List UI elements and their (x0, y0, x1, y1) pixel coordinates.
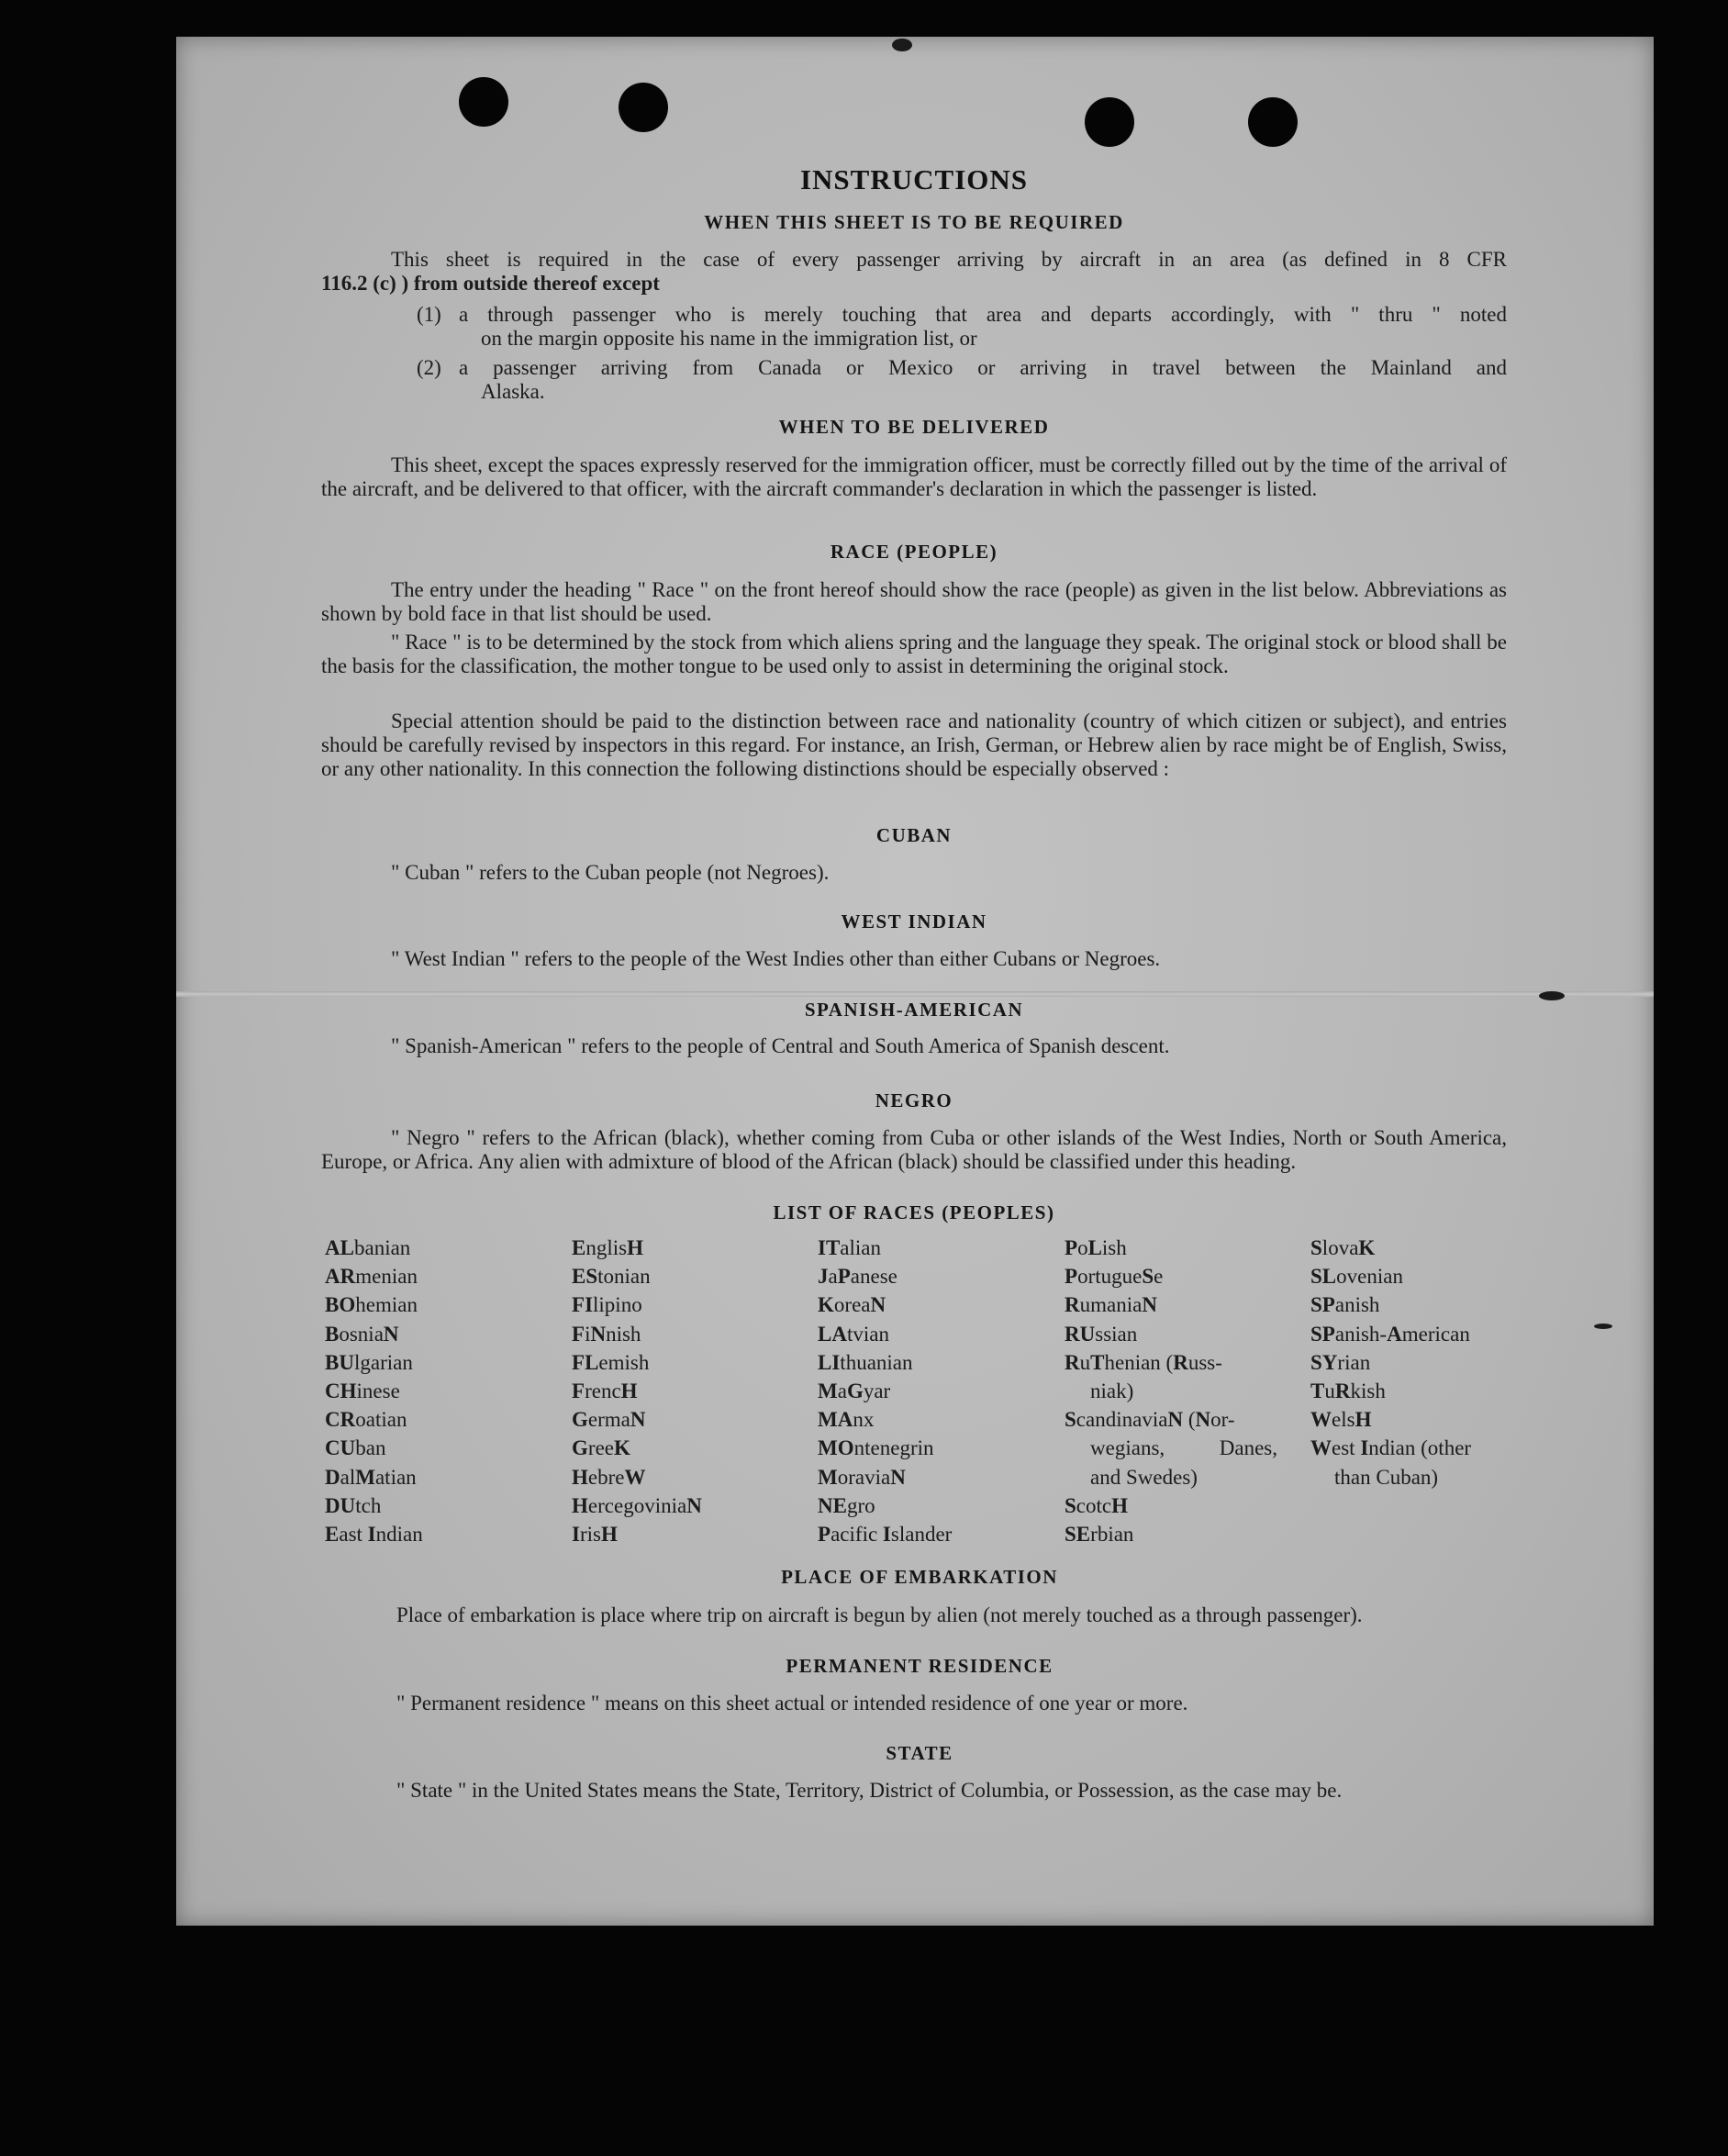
race-entry: IrisH (572, 1523, 618, 1547)
item-text-line-2: on the margin opposite his name in the immigration list, or (481, 327, 977, 350)
race-entry: ARmenian (325, 1265, 418, 1289)
race-entry: SPanish (1310, 1293, 1380, 1317)
race-entry: EStonian (572, 1265, 651, 1289)
heading-embarkation: PLACE OF EMBARKATION (781, 1566, 1058, 1588)
heading-west-indian: WEST INDIAN (841, 910, 987, 933)
paragraph-race-3: Special attention should be paid to the distinction between race and nationality (country of which citizen or subject), and entries should be carefully revised by inspectors in this regard. For instance, an Irish, German, or Hebrew alien by race might be of English, Swiss, or any other nationality. In this connection the following distinctions should be especially observed : (321, 709, 1507, 780)
race-entry: EnglisH (572, 1236, 643, 1259)
exception-item-2 (417, 356, 1507, 404)
punch-hole (1085, 97, 1134, 147)
paragraph-cuban: " Cuban " refers to the Cuban people (not Negroes). (391, 861, 830, 884)
race-entry: SPanish-American (1310, 1322, 1470, 1346)
page-title: INSTRUCTIONS (799, 163, 1028, 195)
ink-speck (1594, 1324, 1612, 1329)
race-entry-continued: niak) (1090, 1380, 1134, 1403)
race-entry: ALbanian (325, 1236, 411, 1259)
race-entry: MoraviaN (818, 1465, 906, 1489)
race-entry: CRoatian (325, 1408, 407, 1432)
race-entry: RumaniaN (1065, 1293, 1157, 1317)
paragraph-embarkation: Place of embarkation is place where trip on aircraft is begun by alien (not merely touched as a through passenger). (396, 1603, 1363, 1626)
race-entry-continued: and Swedes) (1090, 1465, 1198, 1489)
race-entry: KoreaN (818, 1293, 886, 1317)
heading-state: STATE (886, 1742, 953, 1764)
race-entry: SlovaK (1310, 1236, 1376, 1259)
heading-when-delivered: WHEN TO BE DELIVERED (778, 416, 1050, 438)
races-column-4 (1065, 1234, 1277, 1548)
race-entry: BUlgarian (325, 1350, 413, 1374)
race-entry: DalMatian (325, 1465, 417, 1489)
race-entry: SYrian (1310, 1350, 1371, 1374)
paragraph-state: " State " in the United States means the State, Territory, District of Columbia, or Possession, as the case may be. (396, 1779, 1343, 1802)
paragraph-west-indian: " West Indian " refers to the people of the West Indies other than either Cubans or Negroes. (391, 947, 1161, 970)
heading-list-of-races: LIST OF RACES (PEOPLES) (773, 1201, 1055, 1223)
race-entry: FLemish (572, 1350, 650, 1374)
intro-line-1: This sheet is required in the case of every passenger arriving by aircraft in an area (as defined in 8 CFR (391, 248, 1507, 271)
races-column-3 (818, 1234, 952, 1548)
race-entry: LIthuanian (818, 1350, 913, 1374)
heading-residence: PERMANENT RESIDENCE (786, 1655, 1054, 1677)
race-entry: DUtch (325, 1493, 382, 1517)
race-entry: SErbian (1065, 1523, 1134, 1547)
race-entry-continued: than Cuban) (1334, 1465, 1439, 1489)
heading-race: RACE (PEOPLE) (830, 541, 998, 563)
paragraph-race-2: " Race " is to be determined by the stock from which aliens spring and the language they speak. The original stock or blood shall be the basis for the classification, the mother tongue to be used only to assist in determining the original stock. (321, 631, 1507, 677)
race-entry: RuThenian (Russ- (1065, 1350, 1222, 1374)
punch-hole (459, 77, 508, 127)
item-text-line-1: a through passenger who is merely touching that area and departs accordingly, with " thru " noted (459, 303, 1507, 326)
race-entry: ScotcH (1065, 1493, 1129, 1517)
ink-speck (892, 39, 912, 51)
race-entry: HercegoviniaN (572, 1493, 702, 1517)
race-entry: CHinese (325, 1380, 400, 1403)
race-entry: West Indian (other (1310, 1436, 1472, 1460)
race-entry: FIlipino (572, 1293, 642, 1317)
punch-hole (1248, 97, 1298, 147)
race-entry: FrencH (572, 1380, 638, 1403)
paragraph-residence: " Permanent residence " means on this sheet actual or intended residence of one year or more. (396, 1692, 1188, 1715)
race-entry: MOntenegrin (818, 1436, 934, 1460)
paragraph-when-delivered: This sheet, except the spaces expressly reserved for the immigration officer, must be correctly filled out by the time of the arrival of the aircraft, and be delivered to that officer, with the aircraft commander's declaration in which the passenger is listed. (321, 453, 1507, 500)
race-entry: NEgro (818, 1493, 875, 1517)
race-entry: BosniaN (325, 1322, 399, 1346)
races-column-5 (1310, 1234, 1471, 1491)
race-entry: ScandinaviaN (Nor- (1065, 1408, 1235, 1432)
race-entry: GermaN (572, 1408, 646, 1432)
race-entry: MAnx (818, 1408, 875, 1432)
heading-spanish-american: SPANISH-AMERICAN (804, 999, 1024, 1021)
races-column-1 (325, 1234, 423, 1548)
item-text-line-1: a passenger arriving from Canada or Mexico or arriving in travel between the Mainland and (459, 356, 1507, 379)
race-entry: PoLish (1065, 1236, 1127, 1259)
item-number: (1) (417, 303, 441, 326)
race-entry: JaPanese (818, 1265, 897, 1289)
race-entry: Pacific Islander (818, 1523, 953, 1547)
race-entry: BOhemian (325, 1293, 418, 1317)
race-entry: SLovenian (1310, 1265, 1403, 1289)
paragraph-race-1: The entry under the heading " Race " on the front hereof should show the race (people) as given in the list below. Abbreviations as shown by bold face in that list should be used. (321, 578, 1507, 625)
paragraph-when-required (321, 248, 1507, 296)
heading-cuban: CUBAN (875, 824, 953, 846)
race-entry: MaGyar (818, 1380, 891, 1403)
race-entry: LAtvian (818, 1322, 889, 1346)
race-entry: WelsH (1310, 1408, 1372, 1432)
race-entry: ITalian (818, 1236, 882, 1259)
races-column-2 (572, 1234, 702, 1548)
paragraph-spanish-american: " Spanish-American " refers to the people of Central and South America of Spanish descent. (391, 1034, 1170, 1057)
intro-line-2: 116.2 (c) ) from outside thereof except (321, 272, 660, 295)
exception-item-1 (417, 303, 1507, 351)
race-entry: TuRkish (1310, 1380, 1386, 1403)
paragraph-negro: " Negro " refers to the African (black), whether coming from Cuba or other islands of the West Indies, North or South America, Europe, or Africa. Any alien with admixture of blood of the African (black) should be classified under this heading. (321, 1126, 1507, 1173)
race-entry: CUban (325, 1436, 386, 1460)
race-entry: HebreW (572, 1465, 646, 1489)
paper-fold-line (176, 991, 1654, 997)
race-entry-continued: wegians, Danes, (1090, 1436, 1277, 1460)
race-entry: FiNnish (572, 1322, 641, 1346)
punch-hole (619, 83, 668, 132)
heading-negro: NEGRO (875, 1089, 953, 1112)
race-entry: PortugueSe (1065, 1265, 1164, 1289)
race-entry: GreeK (572, 1436, 630, 1460)
item-number: (2) (417, 356, 441, 379)
race-entry: RUssian (1065, 1322, 1138, 1346)
item-text-line-2: Alaska. (481, 380, 545, 403)
heading-when-required: WHEN THIS SHEET IS TO BE REQUIRED (704, 211, 1124, 233)
ink-speck (1539, 991, 1565, 1000)
race-entry: East Indian (325, 1523, 423, 1547)
